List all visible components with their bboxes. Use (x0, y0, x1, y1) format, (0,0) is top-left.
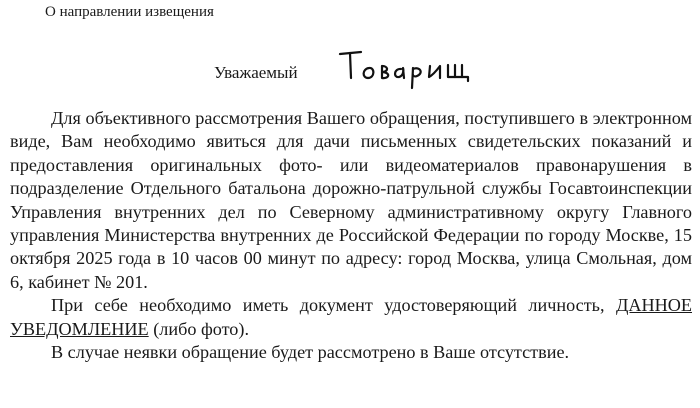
paragraph-required-documents (10, 294, 692, 341)
document-subject: О направлении извещения (45, 4, 214, 20)
required-documents-text: При себе необходимо иметь документ удостоверяющий личность, (51, 295, 616, 316)
notice-emphasis: ДАННОЕ УВЕДОМЛЕНИЕ (10, 295, 692, 339)
greeting-salutation: Уважаемый (214, 63, 298, 82)
paragraph-appearance-request: Для объективного рассмотрения Вашего обращения, поступившего в электронном виде, Вам необходимо явиться для дачи письменных свидетельских показаний и предоставления оригинальных фото- или видеоматериалов правонарушения в подразделение Отдельного батальона дорожно-патрульной службы Госавтоинспекции Управления внутренних дел по Северному административному округу Главного управления Министерства внутренних де Российской Федерации по городу Москве, 15 октября 2025 года в 10 часов 00 минут по адресу: город Москва, улица Смольная, дом 6, кабинет № 201. (10, 108, 692, 292)
photo-note: (либо фото). (148, 318, 250, 339)
notice-body (10, 107, 692, 364)
handwritten-addressee (334, 40, 484, 90)
paragraph-absence-warning: В случае неявки обращение будет рассмотрено в Ваше отсутствие. (51, 342, 570, 363)
